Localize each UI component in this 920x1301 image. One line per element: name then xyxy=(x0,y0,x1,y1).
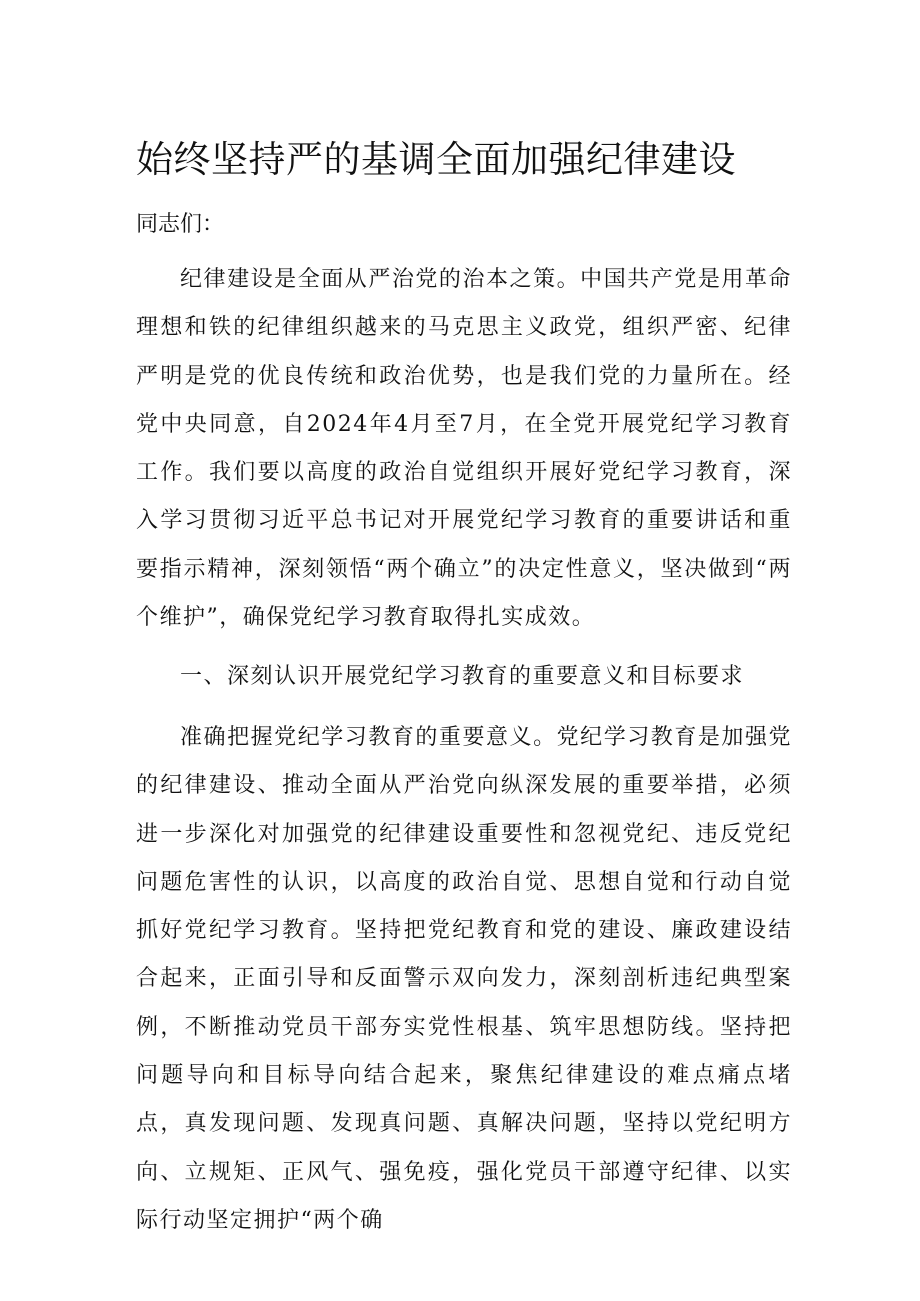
body-paragraph: 纪律建设是全面从严治党的治本之策。中国共产党是用革命理想和铁的纪律组织越来的马克思主义政党，组织严密、纪律严明是党的优良传统和政治优势，也是我们党的力量所在。经党中央同意，自2024年4月至7月，在全党开展党纪学习教育工作。我们要以高度的政治自觉组织开展好党纪学习教育，深入学习贯彻习近平总书记对开展党纪学习教育的重要讲话和重要指示精神，深刻领悟“两个确立”的决定性意义，坚决做到“两个维护”，确保党纪学习教育取得扎实成效。 xyxy=(136,267,792,631)
section-heading: 一、深刻认识开展党纪学习教育的重要意义和目标要求 xyxy=(180,664,745,689)
document-title: 始终坚持严的基调全面加强纪律建设 xyxy=(136,138,736,181)
salutation: 同志们： xyxy=(136,212,225,237)
body-paragraph: 准确把握党纪学习教育的重要意义。党纪学习教育是加强党的纪律建设、推动全面从严治党向纵深发展的重要举措，必须进一步深化对加强党的纪律建设重要性和忽视党纪、违反党纪问题危害性的认识，以高度的政治自觉、思想自觉和行动自觉抓好党纪学习教育。坚持把党纪教育和党的建设、廉政建设结合起来，正面引导和反面警示双向发力，深刻剖析违纪典型案例，不断推动党员干部夯实党性根基、筑牢思想防线。坚持把问题导向和目标导向结合起来，聚焦纪律建设的难点痛点堵点，真发现问题、发现真问题、真解决问题，坚持以党纪明方向、立规矩、正风气、强免疫，强化党员干部遵守纪律、以实际行动坚定拥护“两个确 xyxy=(136,725,792,1233)
